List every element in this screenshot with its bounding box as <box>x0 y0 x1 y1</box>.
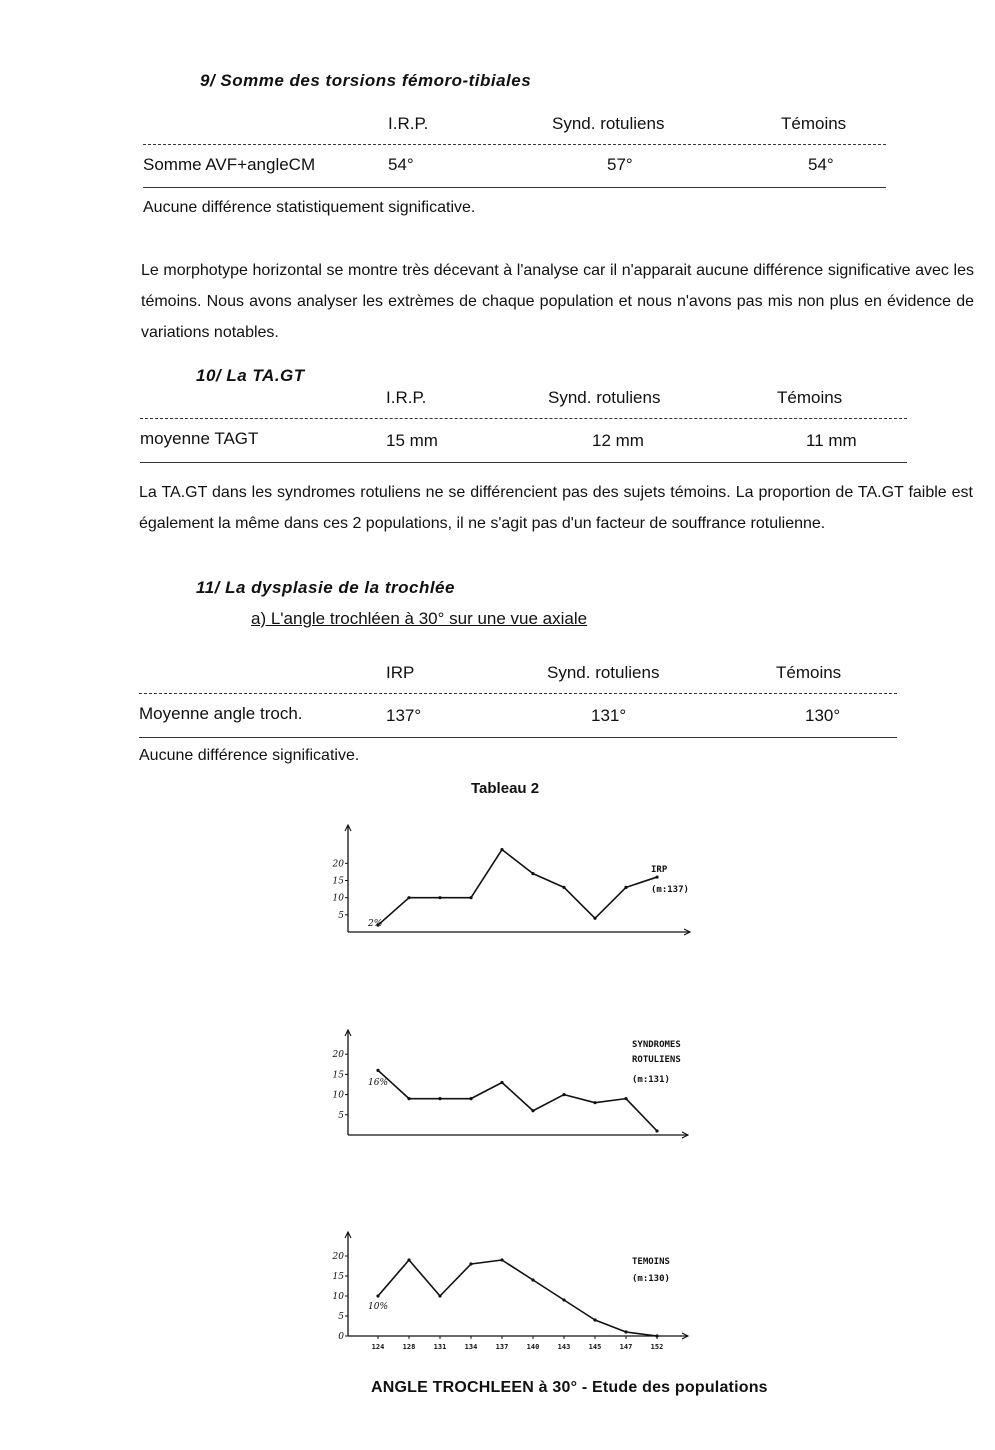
x-tick-label: 128 <box>402 1343 416 1351</box>
data-point <box>624 1097 627 1100</box>
start-annotation: 2% <box>368 919 383 929</box>
data-point <box>531 872 534 875</box>
value-synd: 12 mm <box>592 431 644 450</box>
data-point <box>593 1318 596 1321</box>
chart-1 <box>332 825 690 935</box>
section-heading-tagt: 10/ La TA.GT <box>196 366 305 385</box>
data-point <box>562 1298 565 1301</box>
figure-caption: ANGLE TROCHLEEN à 30° - Etude des populations <box>371 1379 768 1396</box>
series-legend: SYNDROMES <box>632 1040 681 1050</box>
data-point <box>655 1129 658 1132</box>
x-tick-label: 137 <box>495 1343 509 1351</box>
start-annotation: 10% <box>368 1302 389 1312</box>
col-header-irp: I.R.P. <box>388 114 429 133</box>
data-point <box>438 896 441 899</box>
data-point <box>624 886 627 889</box>
value-synd: 131° <box>591 706 627 725</box>
col-header-synd: Synd. rotuliens <box>548 388 661 407</box>
x-tick-label: 147 <box>619 1343 633 1351</box>
data-point <box>376 1069 379 1072</box>
chart-3 <box>332 1232 688 1351</box>
data-point <box>593 1101 596 1104</box>
series-line <box>378 1260 657 1336</box>
data-point <box>407 1097 410 1100</box>
data-point <box>407 896 410 899</box>
data-point <box>407 1258 410 1261</box>
series-line <box>378 850 657 926</box>
series-legend: ROTULIENS <box>632 1055 681 1065</box>
value-irp: 15 mm <box>386 431 438 450</box>
x-tick-label: 143 <box>557 1343 571 1351</box>
col-header-temoins: Témoins <box>781 114 847 133</box>
data-point <box>593 917 596 920</box>
data-point <box>655 875 658 878</box>
paragraph-morphotype: Le morphotype horizontal se montre très décevant à l'analyse car il n'apparait aucune différence significative avec les témoins. Nous avons analyser les extrèmes de chaque population et nous n'avons pas mis non plus en évidence de variations notables. <box>141 262 974 341</box>
col-header-temoins: Témoins <box>776 663 842 682</box>
value-irp: 137° <box>386 706 422 725</box>
y-tick-label: 15 <box>332 1272 344 1282</box>
col-header-synd: Synd. rotuliens <box>547 663 660 682</box>
value-synd: 57° <box>607 155 633 174</box>
start-annotation: 16% <box>368 1078 389 1088</box>
x-tick-label: 134 <box>464 1343 478 1351</box>
row-label-angle: Moyenne angle troch. <box>139 704 303 723</box>
data-point <box>469 1262 472 1265</box>
section-heading-torsions: 9/ Somme des torsions fémoro-tibiales <box>200 71 532 90</box>
value-irp: 54° <box>388 155 414 174</box>
y-tick-label: 10 <box>332 1090 344 1101</box>
col-header-temoins: Témoins <box>777 388 843 407</box>
y-tick-label: 15 <box>332 876 344 887</box>
x-tick-label: 145 <box>588 1343 602 1351</box>
paragraph-tagt: La TA.GT dans les syndromes rotuliens ne se différencient pas des sujets témoins. La proportion de TA.GT faible est également la même dans ces 2 populations, il ne s'agit pas d'un facteur de souffrance rotulienne. <box>139 484 973 532</box>
x-tick-label: 131 <box>433 1343 447 1351</box>
series-legend: (m:137) <box>651 885 689 895</box>
data-point <box>469 896 472 899</box>
stat-note: Aucune différence significative. <box>139 747 360 764</box>
col-header-irp: IRP <box>386 663 415 682</box>
y-tick-label: 5 <box>338 1312 344 1322</box>
stat-note: Aucune différence statistiquement significative. <box>143 199 476 216</box>
y-tick-label: 20 <box>332 1050 344 1061</box>
data-point <box>624 1330 627 1333</box>
data-point <box>500 848 503 851</box>
data-point <box>562 886 565 889</box>
value-temoins: 130° <box>805 706 841 725</box>
data-point <box>376 1294 379 1297</box>
y-tick-label: 0 <box>338 1332 344 1342</box>
col-header-synd: Synd. rotuliens <box>552 114 665 133</box>
y-tick-label: 10 <box>332 1292 344 1302</box>
row-label-somme: Somme AVF+angleCM <box>143 155 316 174</box>
col-header-irp: I.R.P. <box>386 388 427 407</box>
table-caption: Tableau 2 <box>471 780 540 797</box>
y-tick-label: 5 <box>338 910 344 921</box>
data-point <box>500 1258 503 1261</box>
x-tick-label: 124 <box>371 1343 385 1351</box>
series-legend: TEMOINS <box>632 1257 670 1267</box>
x-tick-label: 140 <box>526 1343 540 1351</box>
y-tick-label: 20 <box>332 1252 344 1262</box>
data-point <box>469 1097 472 1100</box>
series-line <box>378 1070 657 1131</box>
section-heading-dysplasie: 11/ La dysplasie de la trochlée <box>196 578 455 597</box>
data-point <box>438 1097 441 1100</box>
subheading-angle: a) L'angle trochléen à 30° sur une vue axiale <box>251 609 588 628</box>
data-point <box>531 1109 534 1112</box>
y-tick-label: 10 <box>332 893 344 904</box>
data-point <box>500 1081 503 1084</box>
series-legend: (m:130) <box>632 1274 670 1284</box>
series-legend: IRP <box>651 865 668 875</box>
y-tick-label: 5 <box>338 1110 344 1121</box>
data-point <box>438 1294 441 1297</box>
value-temoins: 11 mm <box>806 431 857 450</box>
series-legend: (m:131) <box>632 1075 670 1085</box>
row-label-tagt: moyenne TAGT <box>140 429 259 448</box>
data-point <box>531 1278 534 1281</box>
y-tick-label: 20 <box>332 859 344 870</box>
data-point <box>562 1093 565 1096</box>
x-tick-label: 152 <box>650 1343 664 1351</box>
value-temoins: 54° <box>808 155 834 174</box>
chart-2 <box>332 1030 688 1138</box>
y-tick-label: 15 <box>332 1070 344 1081</box>
